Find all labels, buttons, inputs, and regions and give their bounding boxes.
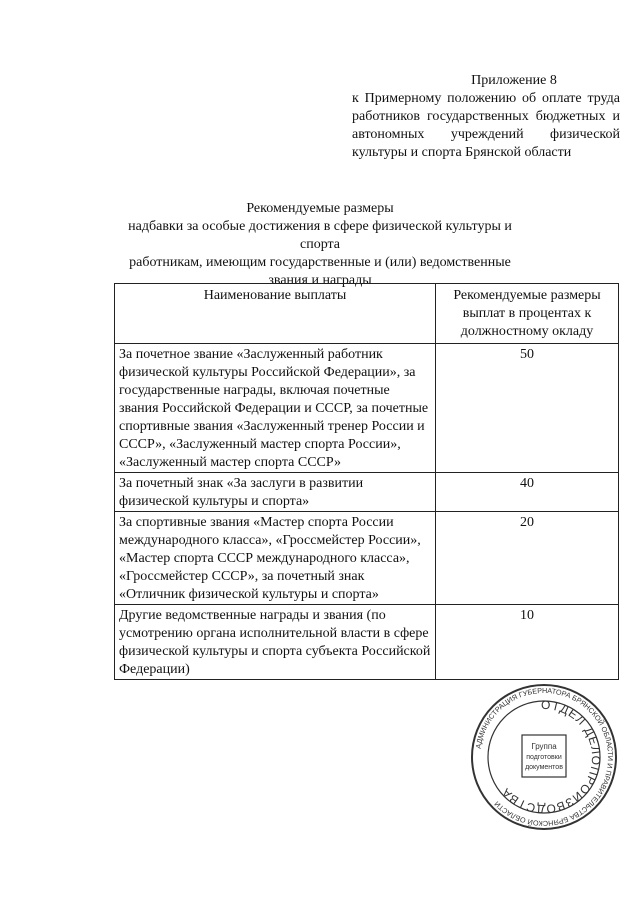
row-value: 10 — [436, 605, 619, 680]
annex-block — [352, 72, 620, 162]
table-row — [115, 344, 619, 473]
annex-title: Приложение 8 — [471, 73, 557, 88]
stamp-center-line-3: документов — [525, 764, 563, 771]
stamp-center-line-2: подготовки — [526, 754, 562, 761]
document-heading — [110, 200, 530, 290]
row-value: 40 — [436, 473, 619, 512]
header-payment-name: Наименование выплаты — [115, 284, 436, 344]
table-row — [115, 605, 619, 680]
row-value: 20 — [436, 512, 619, 605]
annex-reference: к Примерному положению об оплате труда работников государственных бюджетных и автономных учреждений физической культуры и спорта Брянской области — [352, 91, 620, 160]
stamp-center-line-1: Группа — [531, 742, 557, 751]
row-value: 50 — [436, 344, 619, 473]
heading-line-1: Рекомендуемые размеры — [246, 201, 394, 216]
row-name: За почетное звание «Заслуженный работник физической культуры Российской Федерации», за государственные награды, включая почетные звания Российской Федерации и СССР, за почетные спортивные звания «Заслуженный тренер России и СССР», «Заслуженный мастер спорта России», «Заслуженный мастер спорта СССР» — [115, 344, 436, 473]
table-row — [115, 473, 619, 512]
row-name: За спортивные звания «Мастер спорта России международного класса», «Гроссмейстер России», «Мастер спорта СССР международного класса», «Гроссмейстер СССР», за почетный знак «Отличник физической культуры и спорта» — [115, 512, 436, 605]
row-name: Другие ведомственные награды и звания (по усмотрению органа исполнительной власти в сфере физической культуры и спорта субъекта Российской Федерации) — [115, 605, 436, 680]
payments-table — [114, 283, 619, 680]
office-stamp — [470, 683, 618, 831]
stamp-seal — [470, 683, 618, 831]
heading-line-3: работникам, имеющим государственные и (или) ведомственные звания и награды — [129, 255, 511, 288]
header-payment-percent: Рекомендуемые размеры выплат в процентах к должностному окладу — [436, 284, 619, 344]
table-header-row — [115, 284, 619, 344]
table-row — [115, 512, 619, 605]
stamp-inner-text: ОТДЕЛ ДЕЛОПРОИЗВОДСТВА — [498, 697, 604, 817]
row-name: За почетный знак «За заслуги в развитии физической культуры и спорта» — [115, 473, 436, 512]
heading-line-2: надбавки за особые достижения в сфере физической культуры и спорта — [128, 219, 512, 252]
stamp-outer-text: АДМИНИСТРАЦИЯ ГУБЕРНАТОРА БРЯНСКОЙ ОБЛАСТИ И ПРАВИТЕЛЬСТВА БРЯНСКОЙ ОБЛАСТИ — [473, 685, 616, 829]
